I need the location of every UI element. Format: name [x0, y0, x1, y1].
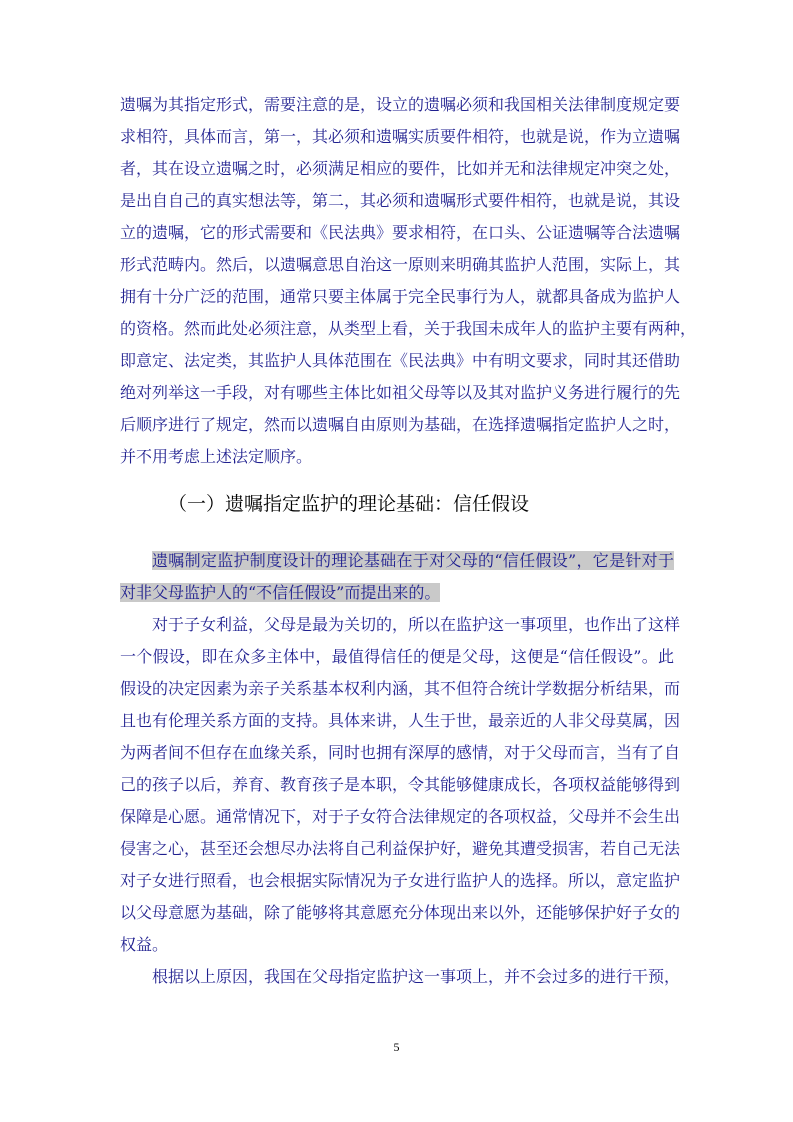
body-text-line: 求相符，具体而言，第一，其必须和遗嘱实质要件相符，也就是说，作为立遗嘱	[120, 127, 681, 146]
body-text-line: 权益。	[120, 935, 169, 954]
body-text-line: 为两者间不但存在血缘关系，同时也拥有深厚的感情，对于父母而言，当有了自	[120, 743, 681, 762]
page-number: 5	[393, 1040, 400, 1054]
body-text-line: 侵害之心，甚至还会想尽办法将自己利益保护好，避免其遭受损害，若自己无法	[120, 839, 681, 858]
highlight-span: 遗嘱制定监护制度设计的理论基础在于对父母的“信任假设”，它是针对于	[152, 551, 674, 570]
body-text-line: 保障是心愿。通常情况下，对于子女符合法律规定的各项权益，父母并不会生出	[120, 807, 681, 826]
highlighted-text-line	[152, 546, 674, 576]
body-text-line: 后顺序进行了规定，然而以遗嘱自由原则为基础，在选择遗嘱指定监护人之时，	[120, 415, 681, 434]
body-text-line: 形式范畴内。然后，以遗嘱意思自治这一原则来明确其监护人范围，实际上，其	[120, 255, 681, 274]
highlight-span: 对非父母监护人的“不信任假设”而提出来的。	[120, 583, 441, 602]
body-text-line: 绝对列举这一手段，对有哪些主体比如祖父母等以及其对监护义务进行履行的先	[120, 383, 681, 402]
body-text-line: 拥有十分广泛的范围，通常只要主体属于完全民事行为人，就都具备成为监护人	[120, 287, 681, 306]
body-text-line: 即意定、法定类，其监护人具体范围在《民法典》中有明文要求，同时其还借助	[120, 351, 681, 370]
body-text-line: 且也有伦理关系方面的支持。具体来讲，人生于世，最亲近的人非父母莫属，因	[120, 711, 681, 730]
section-heading: （一）遗嘱指定监护的理论基础：信任假设	[168, 493, 530, 515]
body-text-line: 以父母意愿为基础，除了能够将其意愿充分体现出来以外，还能够保护好子女的	[120, 903, 681, 922]
body-text-line: 根据以上原因，我国在父母指定监护这一事项上，并不会过多的进行干预，	[152, 967, 681, 986]
body-text-line: 者，其在设立遗嘱之时，必须满足相应的要件，比如并无和法律规定冲突之处，	[120, 159, 681, 178]
body-text-line: 立的遗嘱，它的形式需要和《民法典》要求相符，在口头、公证遗嘱等合法遗嘱	[120, 223, 681, 242]
body-text-line: 己的孩子以后，养育、教育孩子是本职，令其能够健康成长，各项权益能够得到	[120, 775, 681, 794]
body-text-line: 一个假设，即在众多主体中，最值得信任的便是父母，这便是“信任假设”。此	[120, 647, 674, 666]
body-text-line: 是出自自己的真实想法等，第二，其必须和遗嘱形式要件相符，也就是说，其设	[120, 191, 681, 210]
body-text-line: 遗嘱为其指定形式，需要注意的是，设立的遗嘱必须和我国相关法律制度规定要	[120, 95, 681, 114]
highlighted-text-line	[120, 578, 674, 608]
body-text-line: 假设的决定因素为亲子关系基本权利内涵，其不但符合统计学数据分析结果，而	[120, 679, 681, 698]
body-text-line: 对于子女利益，父母是最为关切的，所以在监护这一事项里，也作出了这样	[152, 615, 681, 634]
body-text-line: 对子女进行照看，也会根据实际情况为子女进行监护人的选择。所以，意定监护	[120, 871, 681, 890]
body-text-line: 并不用考虑上述法定顺序。	[120, 447, 313, 466]
body-text-line: 的资格。然而此处必须注意，从类型上看，关于我国未成年人的监护主要有两种，	[120, 319, 697, 338]
